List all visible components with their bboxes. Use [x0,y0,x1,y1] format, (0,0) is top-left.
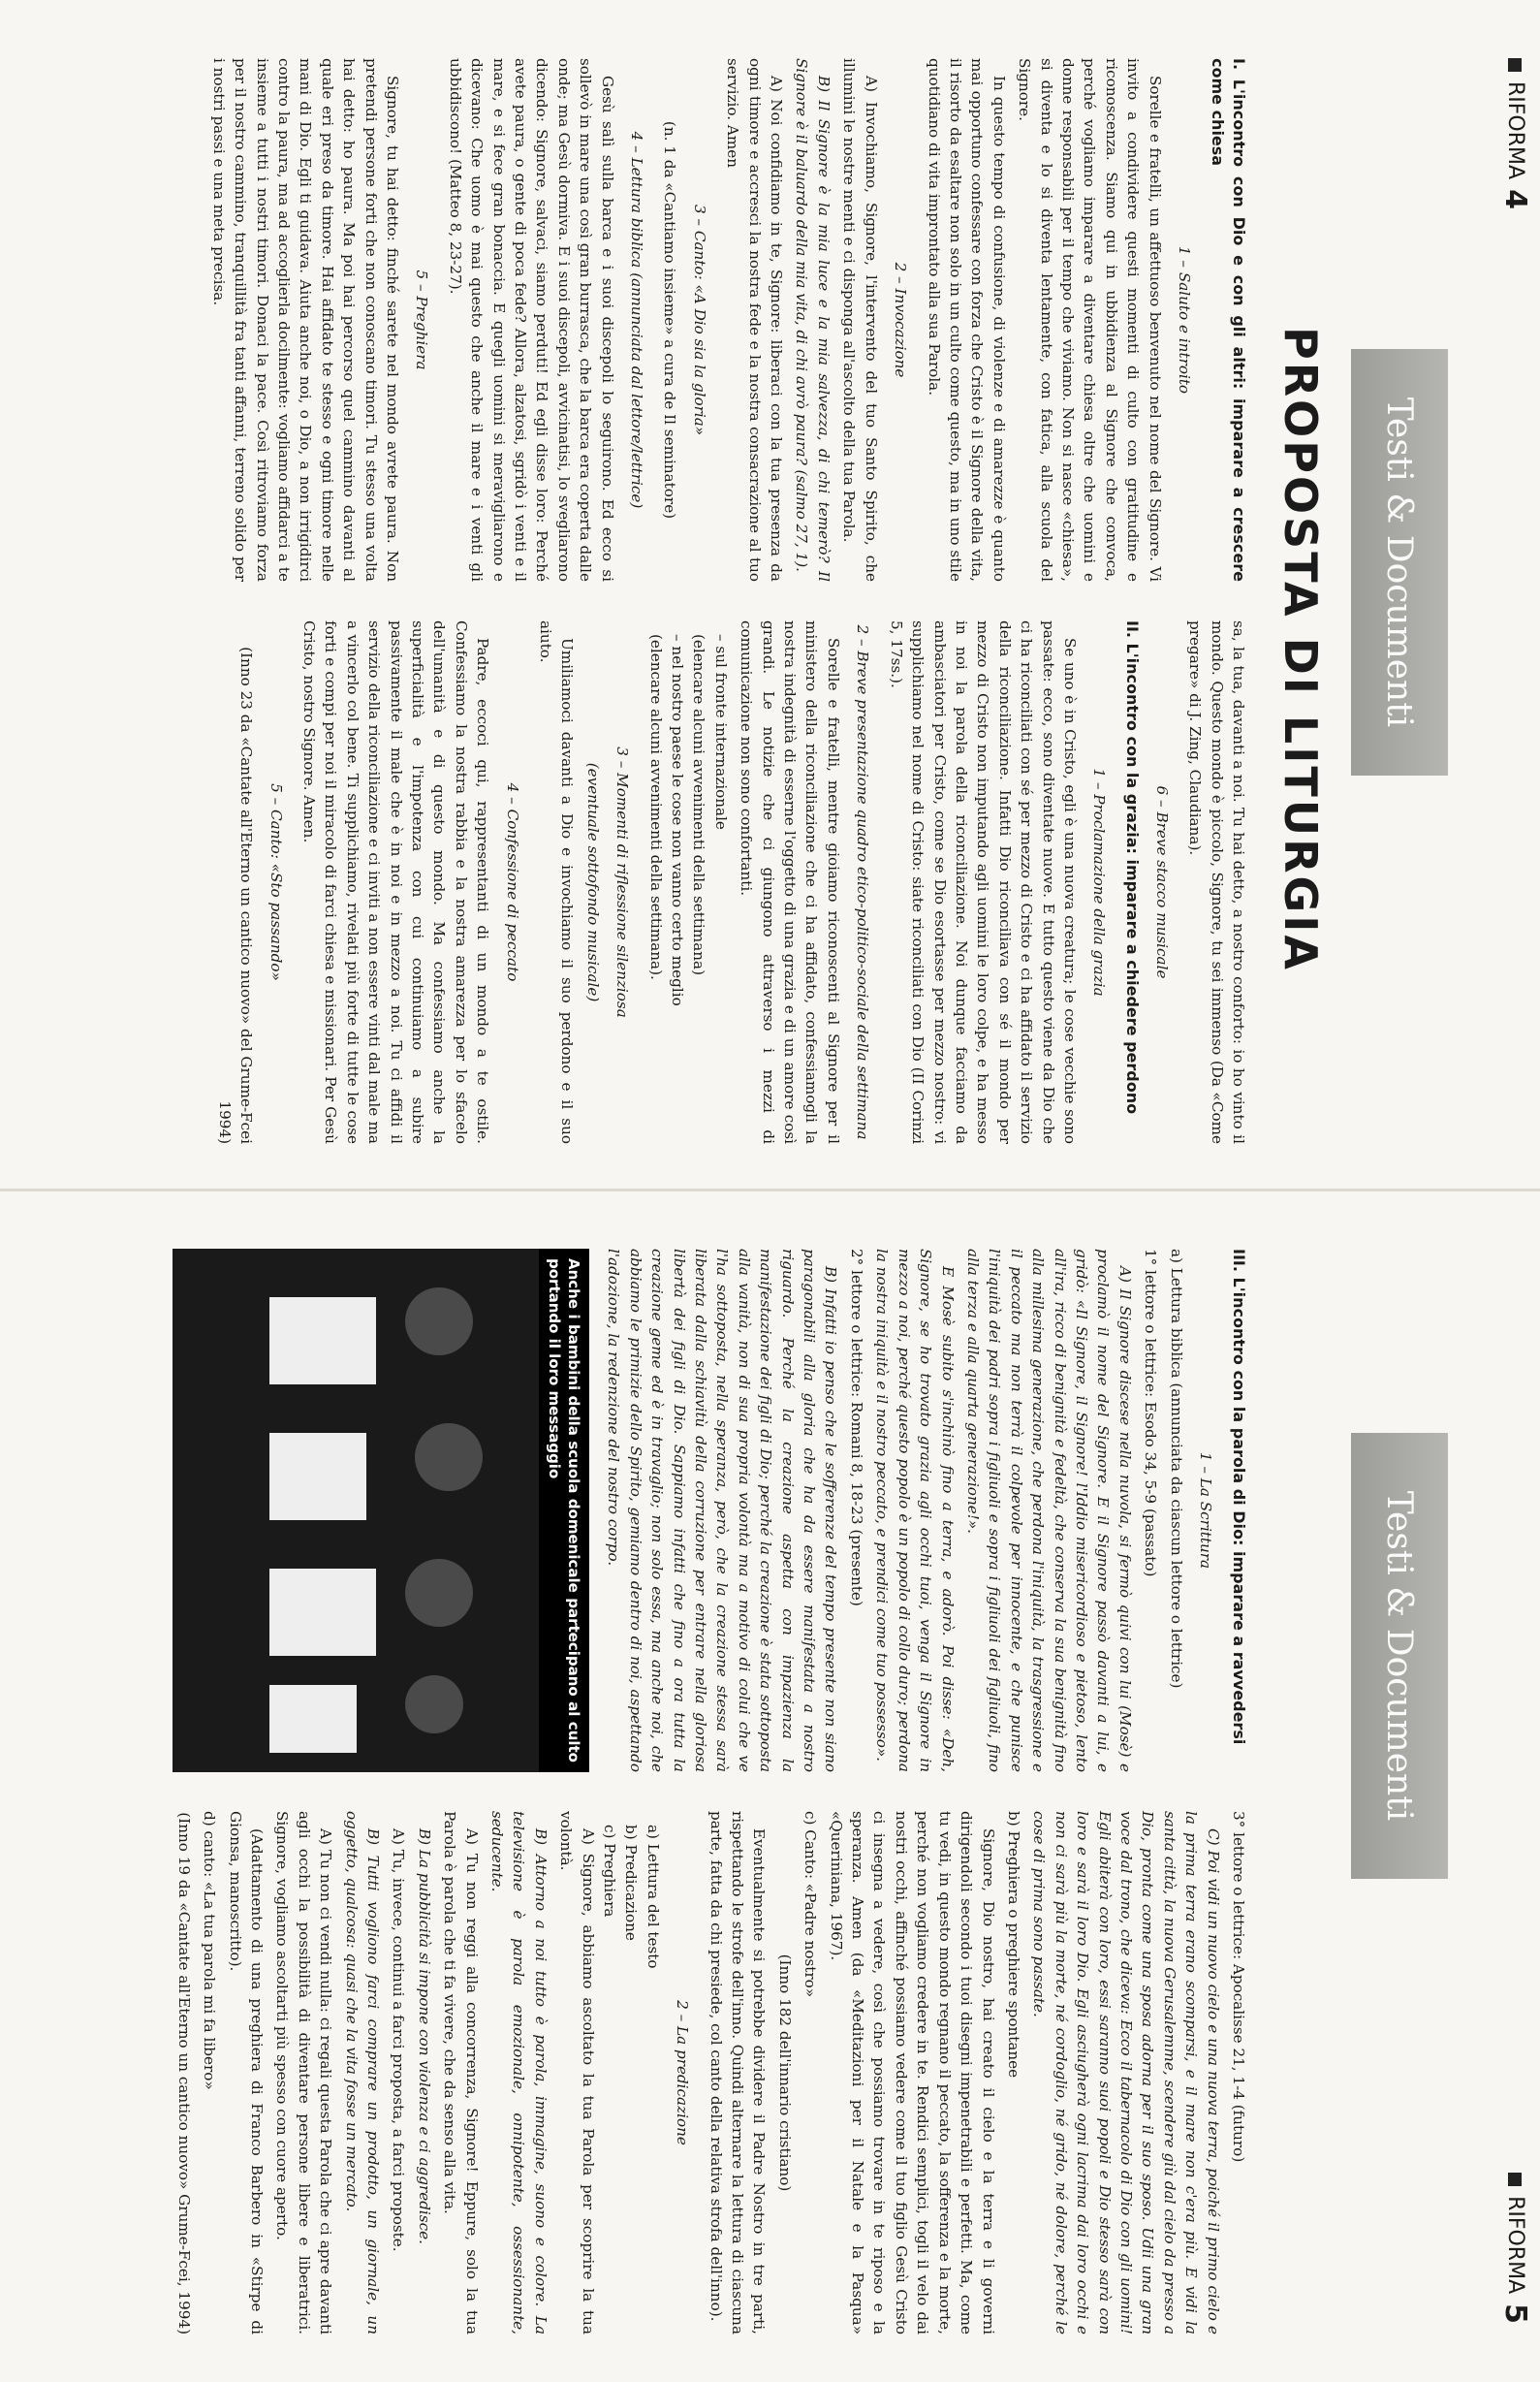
paragraph: A) Noi confidiamo in te, Signore: liberaci con la tua presenza da ogni timore e accresci la nostra fede e la nostra consacrazione al tuo servizio. Amen [724,58,786,582]
right-folio [1498,2173,1532,2324]
person-figure [405,1559,473,1627]
section-band: Testi & Documenti [1351,349,1448,776]
list-item: (elencare alcuni avvenimenti della settimana) [690,634,708,976]
paragraph: B) Tutti vogliono farci comprare un prodotto, un giornale, un oggetto, qualcosa: quasi che la vita fosse un mercato. [342,1811,382,2334]
subsection-title: 1 – Proclamazione della grazia [1090,768,1109,997]
note: (Inno 182 dell'innario cristiano) [775,1953,794,2192]
section-heading: I. L'incontro con Dio e con gli altri: imparare a crescere come chiesa [1209,58,1248,582]
paragraph: Signore, tu hai detto: finché sarete nel mondo avrete paura. Non pretendi persone forti che non conoscano timori. Tu stesso una volta hai detto: ho paura. Ma poi hai percorso quel cammino davanti al quale eri preso da timore. Hai affidato te stesso e ogni timore nelle mani di Dio. Egli ti guidava. Aiuta anche noi, o Dio, a non irrigidirci contro la paura, ma ad accoglierla docilmente: vogliamo affidarci a te insieme a tutti i nostri timori. Donaci la pace. Così ritroviamo forza per il nostro cammino, tranquillità fra tanti affanni, terreno solido per i nostri passi e una meta precisa. [209,58,401,582]
list-item: a) Lettura del testo [644,1825,662,1969]
paragraph: A) Tu non ci vendi nulla: ci regali questa Parola che ci apre davanti agli occhi la possibilità di diventare persone libere e liberatrici. Signore, vogliamo ascoltarti più spesso con cuore aperto. [273,1811,335,2334]
right-column-1 [173,1249,1249,1772]
subsection-title: 1 – La Scrittura [1197,1451,1214,1570]
paragraph: B) Attorno a noi tutto è parola, immagine, suono e colore. La televisione è parola emozionale, onnipotente, ossessionante, seducente. [488,1811,550,2334]
paragraph: Se uno è in Cristo, egli è una nuova creatura; le cose vecchie sono passate: ecco, sono diventate nuove. E tutto questo viene da Dio che ci ha riconciliati con sé per mezzo di Cristo e ci ha affidato il servizio della riconciliazione. Infatti Dio riconciliava con sé il mondo per mezzo di Cristo non imputando agli uomini le loro colpe, e ha messo in noi la parola della riconciliazione. Noi dunque facciamo da ambasciatori per Cristo, come se Dio esortasse per mezzo nostro: vi supplichiamo nel nome di Cristo: siate riconciliati con Dio (II Corinzi 5, 17ss.). [887,620,1079,1144]
folio-square-icon [1509,2173,1523,2186]
subsection-title: c) Canto: «Padre nostro» [801,1811,820,1998]
paragraph: Umiliamoci davanti a Dio e invochiamo il suo perdono e il suo aiuto. [537,620,577,1144]
left-column-1 [204,58,1249,582]
photo-caption: Anche i bambini della scuola domenicale partecipano al culto portando il loro messaggio [539,1249,589,1772]
person-figure [405,1675,463,1733]
paragraph: B) Il Signore è la mia luce e la mia salvezza, di chi temerò? Il Signore è il baluardo della mia vita, di chi avrò paura? (salmo 27, 1). [793,58,833,582]
right-page [0,1191,1540,2382]
section-band: Testi & Documenti [1351,1433,1448,1879]
note: (n. 1 da «Cantiamo insieme» a cura de Il seminatore) [661,120,679,520]
paragraph: (Adattamento di una preghiera di Franco Barbero in «Stirpe di Gionsa, manoscritto). [226,1811,266,2334]
subsection-title: 1 – Saluto e introito [1176,245,1193,395]
subsection-title: b) Preghiera o preghiere spontanee [1004,1811,1022,2079]
reading-title: 3° lettore o lettrice: Apocalisse 21, 1-4 (futuro) [1230,1811,1247,2163]
paper-sheet [269,1297,376,1384]
paragraph: A) Il Signore discese nella nuvola, si fermò quivi con lui (Mosè) e proclamò il nome del Signore. E il Signore passò davanti a lui, e gridò: «Il Signore, il Signore! l'Iddio misericordioso e pietoso, lento all'ira, ricco di benignità e fedeltà, che conserva la sua benignità fino alla millesima generazione, che perdona l'iniquità, la trasgressione e il peccato ma non terrà il colpevole per innocente, e che punisce l'iniquità dei padri sopra i figliuoli e sopra i figliuoli dei figliuoli, fino alla terza e alla quarta generazione!». [963,1249,1134,1772]
paragraph: Signore, Dio nostro, hai creato il cielo e la terra e li governi dirigendoli secondo i tuoi disegni impenetrabili e perfetti. Ma, come tu vedi, in questo mondo regnano il peccato, la sofferenza e la morte, perché non vogliamo credere in te. Rendici semplici, togli il velo dai nostri occhi, affinché possiamo vedere come il tuo figlio Gesù Cristo ci insegna a vedere, così che possiamo trovare in te riposo e la speranza. Amen (da «Meditazioni per il Natale e la Pasqua» «Queriniana, 1967). [827,1811,997,2334]
person-figure [405,1287,473,1355]
subsection-title: 4 – Lettura biblica (annunciata dal lettore/lettrice) [628,131,646,509]
list-item: b) Predicazione [622,1825,641,1941]
subsection-title: 2 – Breve presentazione quadro etico-politico-sociale della settimana [854,624,872,1140]
list-item: – nel nostro paese le cose non vanno certo meglio [669,634,687,1006]
paragraph: In questo tempo di confusione, di violenze e di amarezze è quanto mai opportuno confessare con forza che Cristo è il Signore della vita, il risorto da esaltare non solo in un culto come questo, ma in uno stile quotidiano di vita improntato alla sua Parola. [925,58,1008,582]
reading-title: 1° lettore o lettrice: Esodo 34, 5-9 (passato) [1142,1249,1160,1577]
subsection-title: d) canto: «La tua parola mi fa libero» [201,1811,219,2090]
note: (Inno 19 da «Cantate all'Eterno un cantico nuovo» Grume-Fcei, 1994) [174,1812,193,2334]
left-folio [1498,58,1532,209]
paragraph: A) Tu non reggi alla concorrenza, Signore! Eppure, solo la tua Parola è parola che ti fa vivere, che da senso alla vita. [441,1811,481,2334]
paper-sheet [269,1685,357,1753]
paragraph: Gesù salì sulla barca e i suoi discepoli lo seguirono. Ed ecco si sollevò in mare una così gran burrasca, che la barca era coperta dalle onde; ma Gesù dormiva. E i suoi discepoli, avvicinatisi, lo svegliarono dicendo: Signore, salvaci, siamo perduti! Ed egli disse loro: Perché avete paura, o gente di poca fede? Allora, alzatosi, sgridò i venti e il mare, e si fece gran bonaccia. E quegli uomini si meravigliarono e dicevano: Che uomo è mai questo che anche il mare e i venti gli ubbidiscono! (Matteo 8, 23-27). [446,58,616,582]
paragraph: Padre, eccoci qui, rappresentanti di un mondo a te ostile. Confessiamo la nostra rabbia e la nostra amarezza per lo sfacelo dell'umanità e di questo mondo. Ma confessiamo anche la superficialità e l'impotenza con cui continuiamo a subire passivamente il male che è in noi e in mezzo a noi. Tu ci affidi il servizio della riconciliazione e ci inviti a non essere vinti dal male ma a vincerlo col bene. Ti supplichiamo, rivelati più forte di tutte le cose forti e compi per noi il miracolo di farci chiesa e missionari. Per Gesù Cristo, nostro Signore. Amen. [299,620,492,1144]
paragraph: a) Lettura biblica (annunciata da ciascun lettore o lettrice) [1167,1249,1185,1689]
paragraph: A) Tu, invece, continui a farci proposta, a farci proposte. [390,1828,408,2252]
section-heading: III. L'incontro con la parola di Dio: imparare a ravvedersi [1230,1249,1248,1745]
photo-children-sunday-school [173,1249,589,1772]
paragraph: A) Signore, abbiamo ascoltato la tua Parola per scoprire la tua volontà. [557,1811,597,2334]
paragraph: Eventualmente si potrebbe dividere il Padre Nostro in tre parti, rispettando le strofe dell'inno. Quindi alternare la lettura di ciascuna parte, fatta da chi presiede, col canto della relativa strofa dell'inno). [707,1811,769,2334]
folio-number: 5 [1498,2303,1532,2324]
note: (eventuale sottofondo musicale) [583,762,602,1002]
folio-label: RIFORMA [1503,81,1527,180]
paper-sheet [269,1569,376,1656]
subsection-title: 3 – Canto: «A Dio sia la gloria» [690,204,708,436]
paragraph: sa, la tua, davanti a noi. Tu hai detto, a nostro conforto: io ho vinto il mondo. Questo mondo è piccolo, Signore, tu sei immenso (Da «Come pregare» di J. Zing, Claudiana). [1186,620,1247,1144]
page-title: PROPOSTA DI LITURGIA [1274,327,1327,972]
paragraph: Sorelle e fratelli, mentre gioiamo riconoscenti al Signore per il ministero della riconciliazione che ci ha affidato, confessiamogli la nostra indegnità di esserne l'oggetto di una grazia e di un amore così grandi. Le notizie che ci giungono attraverso i mezzi di comunicazione non sono confortanti. [738,620,842,1144]
left-column-2 [209,620,1249,1144]
subsection-title: 4 – Confessione di peccato [503,782,521,982]
list-item: – sul fronte internazionale [711,634,730,830]
folio-label: RIFORMA [1503,2196,1527,2295]
section-heading: II. L'incontro con la grazia: imparare a chiedere perdono [1123,620,1143,1115]
paragraph: E Mosè subito s'inchinò fino a terra, e adorò. Poi disse: «Deh, Signore, se ho trovato grazia agli occhi tuoi, venga il Signore in mezzo a noi, perché questo popolo è un popolo di collo duro; perdona la nostra iniquità e il nostro peccato, e prendici come tuo possesso». [873,1249,957,1772]
paper-sheet [269,1433,366,1520]
subsection-title: 2 – Invocazione [892,262,910,378]
folio-square-icon [1509,58,1523,72]
subsection-title: 3 – Momenti di riflessione silenziosa [613,746,632,1018]
paragraph: Sorelle e fratelli, un affettuoso benvenuto nel nome del Signore. Vi invito a condividere questi momenti di culto con gratitudine e riconoscenza. Siamo qui in ubbidienza al Signore che convoca, perché vogliamo imparare a diventare chiesa oltre che uomini e donne responsabili per il tempo che viviamo. Non si nasce «chiesa», si diventa e lo si diventa lentamente, con fatica, alla scuola del Signore. [1016,58,1164,582]
subsection-title: 5 – Preghiera [413,270,431,370]
paragraph: B) Infatti io penso che le sofferenze del tempo presente non siano paragonabili alla gloria che ha da essere manifestata a nostro riguardo. Perché la creazione aspetta con impazienza la manifestazione dei figli di Dio; perché la creazione è stata sottoposta alla vanità, non di sua propria volontà ma a motivo di colui che ve l'ha sottoposta, nella speranza, però, che la creazione stessa sarà liberata dalla schiavitù della corruzione per entrare nella gloriosa libertà dei figli di Dio. Sappiamo infatti che fino a ora tutta la creazione geme ed è in travaglio; non solo essa, ma anche noi, che abbiamo le primizie dello Spirito, gemiamo dentro di noi, aspettando l'adozione, la redenzione del nostro corpo. [605,1249,840,1772]
list-item: (elencare alcuni avvenimenti della settimana). [646,634,665,980]
right-column-2 [169,1811,1249,2334]
subsection-title: 6 – Breve stacco musicale [1152,785,1171,979]
paragraph: A) Invochiamo, Signore, l'intervento del tuo Santo Spirito, che illumini le nostre menti e ci disponga all'ascolto della tua Parola. [840,58,880,582]
subsection-title: 5 – Canto: «Sto passando» [267,783,285,981]
subsection-title: 2 – La predicazione [674,2000,692,2145]
folio-number: 4 [1498,189,1532,209]
note: (Inno 23 da «Cantate all'Eterno un cantico nuovo» del Grume-Fcei 1994) [215,647,256,1144]
person-figure [415,1423,483,1491]
reading-title: 2° lettore o lettrice: Romani 8, 18-23 (presente) [847,1249,865,1606]
paragraph: C) Poi vidi un nuovo cielo e una nuova terra, poiché il primo cielo e la prima terra erano scomparsi, e il mare non c'era più. E vidi la santa città, la nuova Gerusalemme, scendere giù dal cielo da presso a Dio, pronta come una sposa adorna per il suo sposo. Udii una gran voce dal trono, che diceva: Ecco il tabernacolo di Dio con gli uomini! Egli abiterà con loro, essi saranno suoi popoli e Dio stesso sarà con loro e sarà il loro Dio. Egli asciugherà ogni lacrima dai loro occhi e non ci sarà più la morte, né cordoglio, né grido, né dolore, perché le cose di prima sono passate. [1030,1811,1222,2334]
list-item: c) Preghiera [601,1825,619,1918]
paragraph: B) La pubblicità si impone con violenza e ci aggredisce. [415,1828,433,2244]
